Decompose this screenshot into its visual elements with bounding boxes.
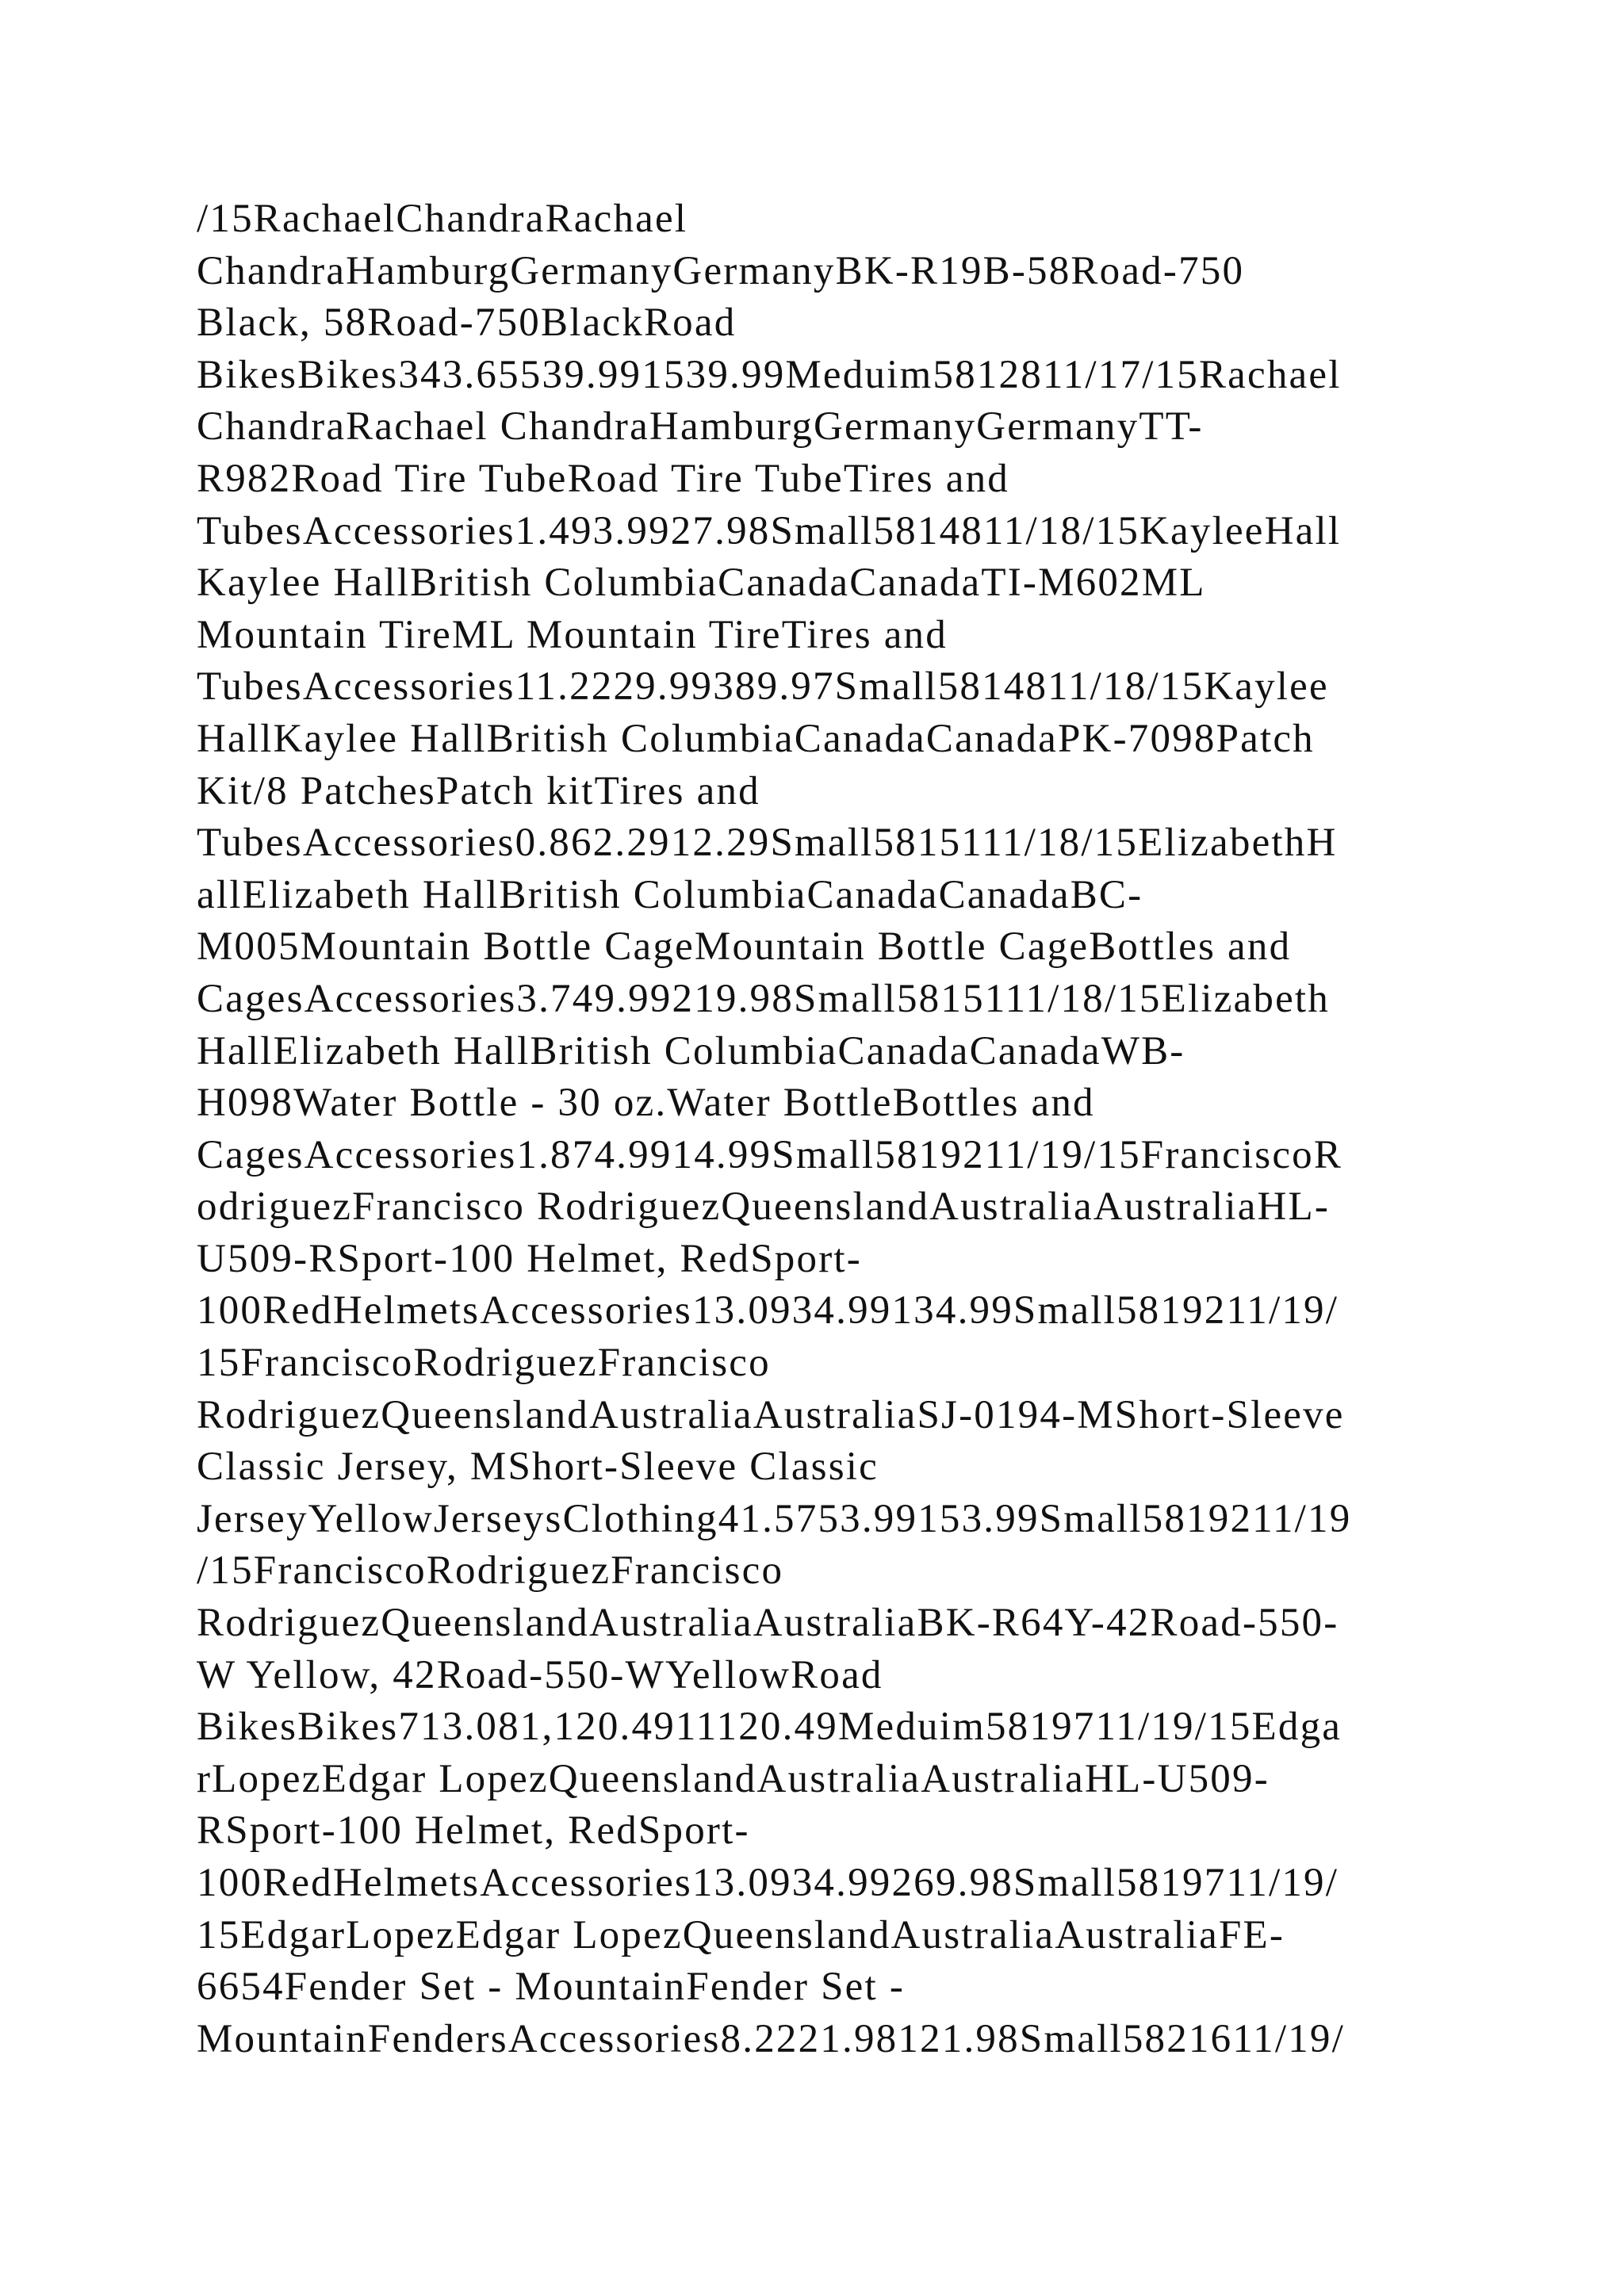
text-line-33: 100RedHelmetsAccessories13.0934.99269.98Small5819711/19/	[197, 1861, 1339, 1905]
text-line-27: /15FranciscoRodriguezFrancisco	[197, 1548, 784, 1594]
text-line-16: CagesAccessories3.749.99219.98Small5815111/18/15Elizabeth	[197, 976, 1330, 1021]
text-line-26: JerseyYellowJerseysClothing41.5753.99153.99Small5819211/19	[197, 1496, 1352, 1541]
document-text	[197, 193, 1465, 2065]
text-line-2: ChandraHamburgGermanyGermanyBK-R19B-58Road-750	[197, 248, 1245, 293]
text-line-29: W Yellow, 42Road-550-WYellowRoad	[197, 1652, 883, 1697]
text-line-8: Kaylee HallBritish ColumbiaCanadaCanadaTI-M602ML	[197, 561, 1206, 606]
text-line-36: MountainFendersAccessories8.2221.98121.98Small5821611/19/	[197, 2016, 1345, 2061]
text-line-19: CagesAccessories1.874.9914.99Small5819211/19/15FranciscoR	[197, 1132, 1343, 1177]
text-line-15: M005Mountain Bottle CageMountain Bottle CageBottles and	[197, 924, 1292, 970]
text-line-11: HallKaylee HallBritish ColumbiaCanadaCanadaPK-7098Patch	[197, 716, 1315, 761]
text-line-21: U509-RSport-100 Helmet, RedSport-	[197, 1236, 862, 1281]
text-line-24: RodriguezQueenslandAustraliaAustraliaSJ-0194-MShort-Sleeve	[197, 1392, 1345, 1437]
text-line-4: BikesBikes343.65539.991539.99Meduim5812811/17/15Rachael	[197, 352, 1342, 397]
text-line-6: R982Road Tire TubeRoad Tire TubeTires and	[197, 456, 1010, 501]
text-line-3: Black, 58Road-750BlackRoad	[197, 300, 737, 346]
text-line-30: BikesBikes713.081,120.4911120.49Meduim5819711/19/15Edga	[197, 1705, 1342, 1750]
text-line-1: /15RachaelChandraRachael	[197, 197, 688, 241]
text-line-22: 100RedHelmetsAccessories13.0934.99134.99Small5819211/19/	[197, 1288, 1339, 1334]
text-line-23: 15FranciscoRodriguezFrancisco	[197, 1341, 771, 1386]
text-line-12: Kit/8 PatchesPatch kitTires and	[197, 768, 760, 813]
text-line-5: ChandraRachael ChandraHamburgGermanyGermanyTT-	[197, 404, 1204, 450]
text-line-14: allElizabeth HallBritish ColumbiaCanadaCanadaBC-	[197, 872, 1143, 917]
text-line-20: odriguezFrancisco RodriguezQueenslandAustraliaAustraliaHL-	[197, 1184, 1331, 1230]
text-line-25: Classic Jersey, MShort-Sleeve Classic	[197, 1445, 879, 1490]
text-line-17: HallElizabeth HallBritish ColumbiaCanadaCanadaWB-	[197, 1028, 1185, 1073]
text-line-35: 6654Fender Set - MountainFender Set -	[197, 1965, 906, 2010]
text-line-31: rLopezEdgar LopezQueenslandAustraliaAustraliaHL-U509-	[197, 1756, 1270, 1801]
text-line-9: Mountain TireML Mountain TireTires and	[197, 612, 948, 657]
text-line-13: TubesAccessories0.862.2912.29Small5815111/18/15ElizabethH	[197, 821, 1338, 866]
text-line-18: H098Water Bottle - 30 oz.Water BottleBottles and	[197, 1081, 1095, 1126]
text-line-10: TubesAccessories11.2229.99389.97Small5814811/18/15Kaylee	[197, 664, 1329, 710]
text-line-7: TubesAccessories1.493.9927.98Small5814811/18/15KayleeHall	[197, 508, 1342, 553]
text-line-28: RodriguezQueenslandAustraliaAustraliaBK-R64Y-42Road-550-	[197, 1601, 1339, 1646]
text-line-34: 15EdgarLopezEdgar LopezQueenslandAustraliaAustraliaFE-	[197, 1912, 1285, 1957]
text-line-32: RSport-100 Helmet, RedSport-	[197, 1808, 750, 1854]
